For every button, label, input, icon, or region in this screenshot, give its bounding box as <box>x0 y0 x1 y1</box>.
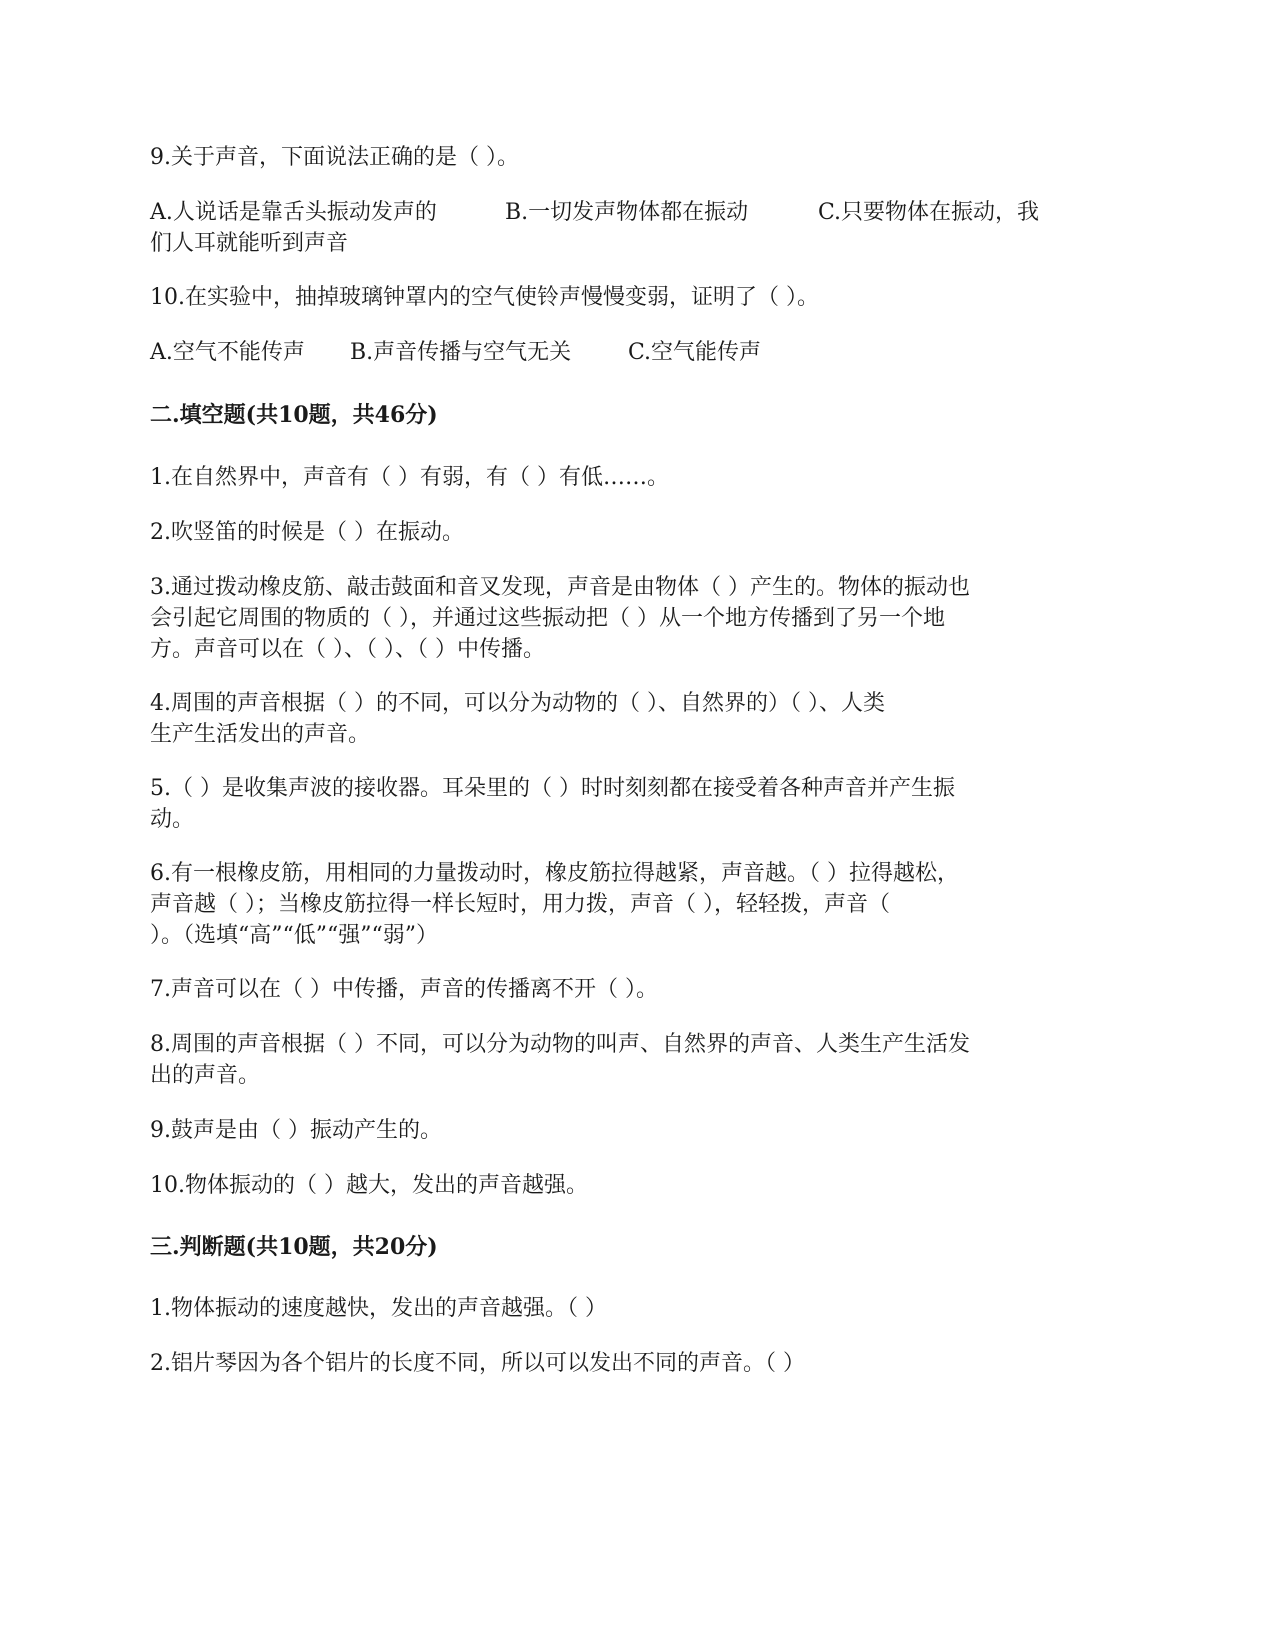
fill-q9: 9.鼓声是由（ ）振动产生的。 <box>150 1118 442 1143</box>
choice-q10-option-a: A.空气不能传声 <box>150 340 305 365</box>
fill-section-heading: 二.填空题(共10题，共46分) <box>150 402 438 428</box>
fill-q7: 7.声音可以在（ ）中传播，声音的传播离不开（ ）。 <box>150 977 658 1002</box>
choice-q10-option-b: B.声音传播与空气无关 <box>350 340 572 365</box>
fill-q1: 1.在自然界中，声音有（ ）有弱，有（ ）有低……。 <box>150 465 669 490</box>
fill-q4-line1: 4.周围的声音根据（ ）的不同，可以分为动物的（ ）、自然界的）（ ）、人类 <box>150 691 885 716</box>
fill-q4-line2: 生产生活发出的声音。 <box>150 722 371 747</box>
fill-q5-line1: 5.（ ）是收集声波的接收器。耳朵里的（ ）时时刻刻都在接受着各种声音并产生振 <box>150 776 955 801</box>
fill-q3-line3: 方。声音可以在（ ）、（ ）、（ ）中传播。 <box>150 637 545 662</box>
choice-q10-option-c: C.空气能传声 <box>628 340 762 365</box>
choice-q9-option-a: A.人说话是靠舌头振动发声的 <box>150 200 437 225</box>
fill-q10: 10.物体振动的（ ）越大，发出的声音越强。 <box>150 1173 588 1198</box>
choice-q9-option-c: C.只要物体在振动，我 <box>818 200 1040 225</box>
choice-q9-stem: 9.关于声音，下面说法正确的是（ ）。 <box>150 145 519 170</box>
fill-q5-line2: 动。 <box>150 807 195 832</box>
fill-q6-line3: ）。（选填“高”“低”“强”“弱”） <box>150 923 438 948</box>
fill-q6-line2: 声音越（ ）；当橡皮筋拉得一样长短时，用力拨，声音（ ），轻轻拨，声音（ <box>150 892 890 917</box>
choice-q9-option-continuation: 们人耳就能听到声音 <box>150 231 349 256</box>
judge-section-heading: 三.判断题(共10题，共20分) <box>150 1234 438 1260</box>
fill-q8-line2: 出的声音。 <box>150 1063 261 1088</box>
judge-q2: 2.铝片琴因为各个铝片的长度不同，所以可以发出不同的声音。（ ） <box>150 1351 805 1376</box>
fill-q3-line1: 3.通过拨动橡皮筋、敲击鼓面和音叉发现，声音是由物体（ ）产生的。物体的振动也 <box>150 575 970 600</box>
judge-q1: 1.物体振动的速度越快，发出的声音越强。（ ） <box>150 1296 607 1321</box>
fill-q2: 2.吹竖笛的时候是（ ）在振动。 <box>150 520 464 545</box>
fill-q6-line1: 6.有一根橡皮筋，用相同的力量拨动时，橡皮筋拉得越紧，声音越。（ ）拉得越松， <box>150 861 959 886</box>
choice-q10-stem: 10.在实验中，抽掉玻璃钟罩内的空气使铃声慢慢变弱，证明了（ ）。 <box>150 285 819 310</box>
fill-q8-line1: 8.周围的声音根据（ ）不同，可以分为动物的叫声、自然界的声音、人类生产生活发 <box>150 1032 970 1057</box>
choice-q9-option-b: B.一切发声物体都在振动 <box>505 200 749 225</box>
fill-q3-line2: 会引起它周围的物质的（ ），并通过这些振动把（ ）从一个地方传播到了另一个地 <box>150 606 945 631</box>
